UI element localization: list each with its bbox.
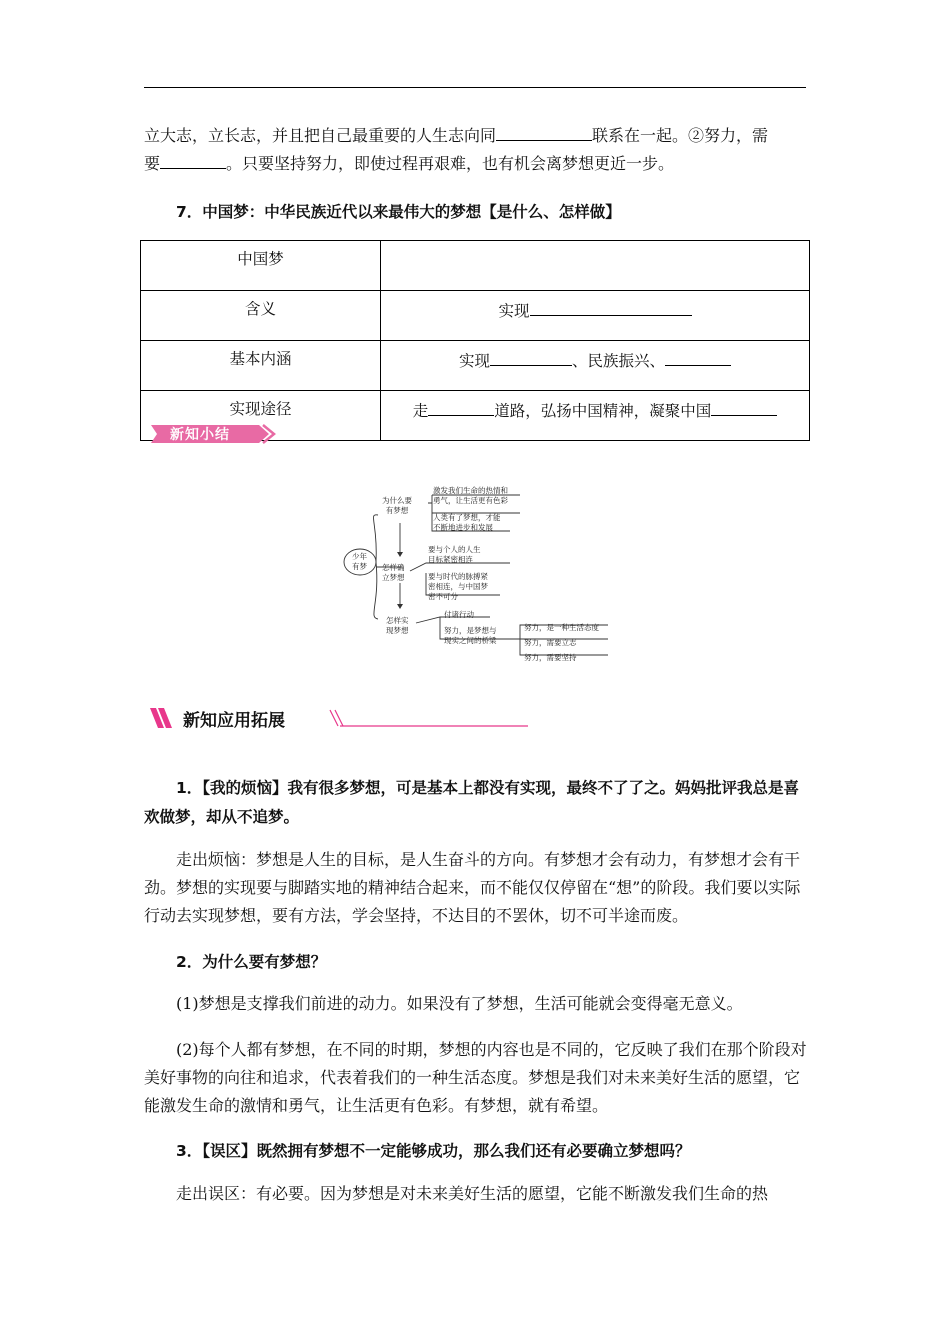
blank-path-1[interactable] [428, 397, 494, 416]
table-row [141, 241, 810, 291]
q1-answer: 走出烦恼：梦想是人生的目标，是人生奋斗的方向。有梦想才会有动力，有梦想才会有干劲。梦想的实现要与脚踏实地的精神结合起来，而不能仅仅停留在“想”的阶段。我们要以实际行动去实现梦想，要有方法，学会坚持，不达目的不罢休，切不可半途而废。 [144, 850, 801, 925]
mindmap-subleaf: 努力，需要坚持 [524, 653, 577, 662]
mindmap-line: 要与时代的脉搏紧 [428, 572, 488, 581]
mindmap-line: 怎样实 [386, 616, 409, 625]
intro-line1-b: 联系在一起。②努力，需 [592, 126, 769, 145]
table-cell [381, 291, 810, 341]
mindmap-branch-how-realize [386, 616, 409, 636]
mindmap-line: 勇气，让生活更有色彩 [433, 496, 508, 505]
mindmap-root-line: 少年 [352, 552, 367, 561]
content-text-b: 、民族振兴、 [572, 352, 666, 370]
mindmap-line: 不断地进步和发展 [433, 523, 493, 532]
q3-title: 3．【误区】既然拥有梦想不一定能够成功，那么我们还有必要确立梦想吗？ [176, 1142, 691, 1160]
table-cell [381, 341, 810, 391]
mindmap-leaf [433, 513, 501, 533]
q3-answer: 走出误区：有必要。因为梦想是对未来美好生活的愿望，它能不断激发我们生命的热 [176, 1184, 769, 1203]
q2-title: 2．为什么要有梦想？ [176, 953, 327, 971]
summary-badge-label: 新知小结 [170, 427, 230, 443]
path-text-a: 走 [412, 402, 429, 420]
q2-p1: (1)梦想是支撑我们前进的动力。如果没有了梦想，生活可能就会变得毫无意义。 [176, 994, 743, 1013]
blank-path-2[interactable] [711, 397, 777, 416]
content-text-a: 实现 [458, 352, 490, 370]
mindmap-line: 努力，是梦想与 [444, 626, 497, 635]
table-cell: 中国梦 [141, 241, 381, 291]
mindmap-subleaf: 努力，需要立志 [524, 638, 577, 647]
table-row [141, 341, 810, 391]
mindmap-line: 人类有了梦想，才能 [433, 513, 501, 522]
table-cell: 含义 [141, 291, 381, 341]
mindmap-line: 密相连，与中国梦 [428, 582, 488, 591]
table-cell[interactable] [381, 241, 810, 291]
mindmap-line: 怎样确 [382, 563, 405, 572]
mindmap [340, 483, 620, 673]
blank-meaning[interactable] [530, 297, 692, 316]
blank-content-1[interactable] [490, 347, 572, 366]
mindmap-leaf [428, 572, 488, 602]
header-rule [144, 87, 806, 88]
mindmap-leaf: 付诸行动 [444, 610, 474, 619]
q1-title: 1．【我的烦恼】我有很多梦想，可是基本上都没有实现，最终不了了之。妈妈批评我总是喜欢做梦，却从不追梦。 [144, 779, 800, 826]
intro-line2-b: 。只要坚持努力，即使过程再艰难，也有机会离梦想更近一步。 [226, 154, 675, 173]
chinese-dream-table [140, 240, 810, 441]
mindmap-line: 为什么要 [382, 496, 412, 505]
mindmap-leaf [428, 545, 481, 565]
table-cell: 实现途径 [141, 391, 381, 441]
mindmap-subleaf: 努力，是一种生活态度 [524, 623, 599, 632]
mindmap-root [352, 552, 367, 572]
table-row [141, 291, 810, 341]
path-text-b: 道路，弘扬中国精神，凝聚中国 [494, 402, 712, 420]
mindmap-line: 有梦想 [385, 506, 409, 515]
mindmap-line: 要与个人的人生 [428, 545, 481, 554]
mindmap-leaf [444, 626, 497, 646]
mindmap-line: 现实之间的桥梁 [444, 636, 497, 645]
mindmap-branch-how-set [382, 563, 405, 583]
mindmap-leaf [433, 486, 508, 506]
intro-line2-a: 要 [144, 154, 161, 173]
meaning-text: 实现 [498, 302, 530, 320]
table-cell: 基本内涵 [141, 341, 381, 391]
table-cell [381, 391, 810, 441]
intro-line1-a: 立大志，立长志，并且把自己最重要的人生志向同 [144, 126, 497, 145]
blank-2[interactable] [160, 150, 226, 169]
mindmap-line: 目标紧密相连 [428, 555, 473, 564]
mindmap-line: 密不可分 [428, 592, 458, 601]
mindmap-line: 立梦想 [382, 573, 405, 582]
mindmap-root-line: 有梦 [352, 562, 367, 571]
mindmap-line: 现梦想 [386, 626, 409, 635]
intro-paragraph [144, 122, 808, 178]
blank-1[interactable] [496, 122, 592, 141]
blank-content-2[interactable] [665, 347, 731, 366]
q7-title: 7．中国梦：中华民族近代以来最伟大的梦想【是什么、怎样做】 [176, 203, 621, 221]
mindmap-line: 激发我们生命的热情和 [433, 486, 508, 495]
mindmap-branch-why [382, 496, 412, 516]
q2-p2: (2)每个人都有梦想，在不同的时期，梦想的内容也是不同的，它反映了我们在那个阶段对美好事物的向往和追求，代表着我们的一种生活态度。梦想是我们对未来美好生活的愿望，它能激发生命的激情和勇气，让生活更有色彩。有梦想，就有希望。 [144, 1040, 807, 1115]
section-title: 新知应用拓展 [183, 711, 285, 731]
